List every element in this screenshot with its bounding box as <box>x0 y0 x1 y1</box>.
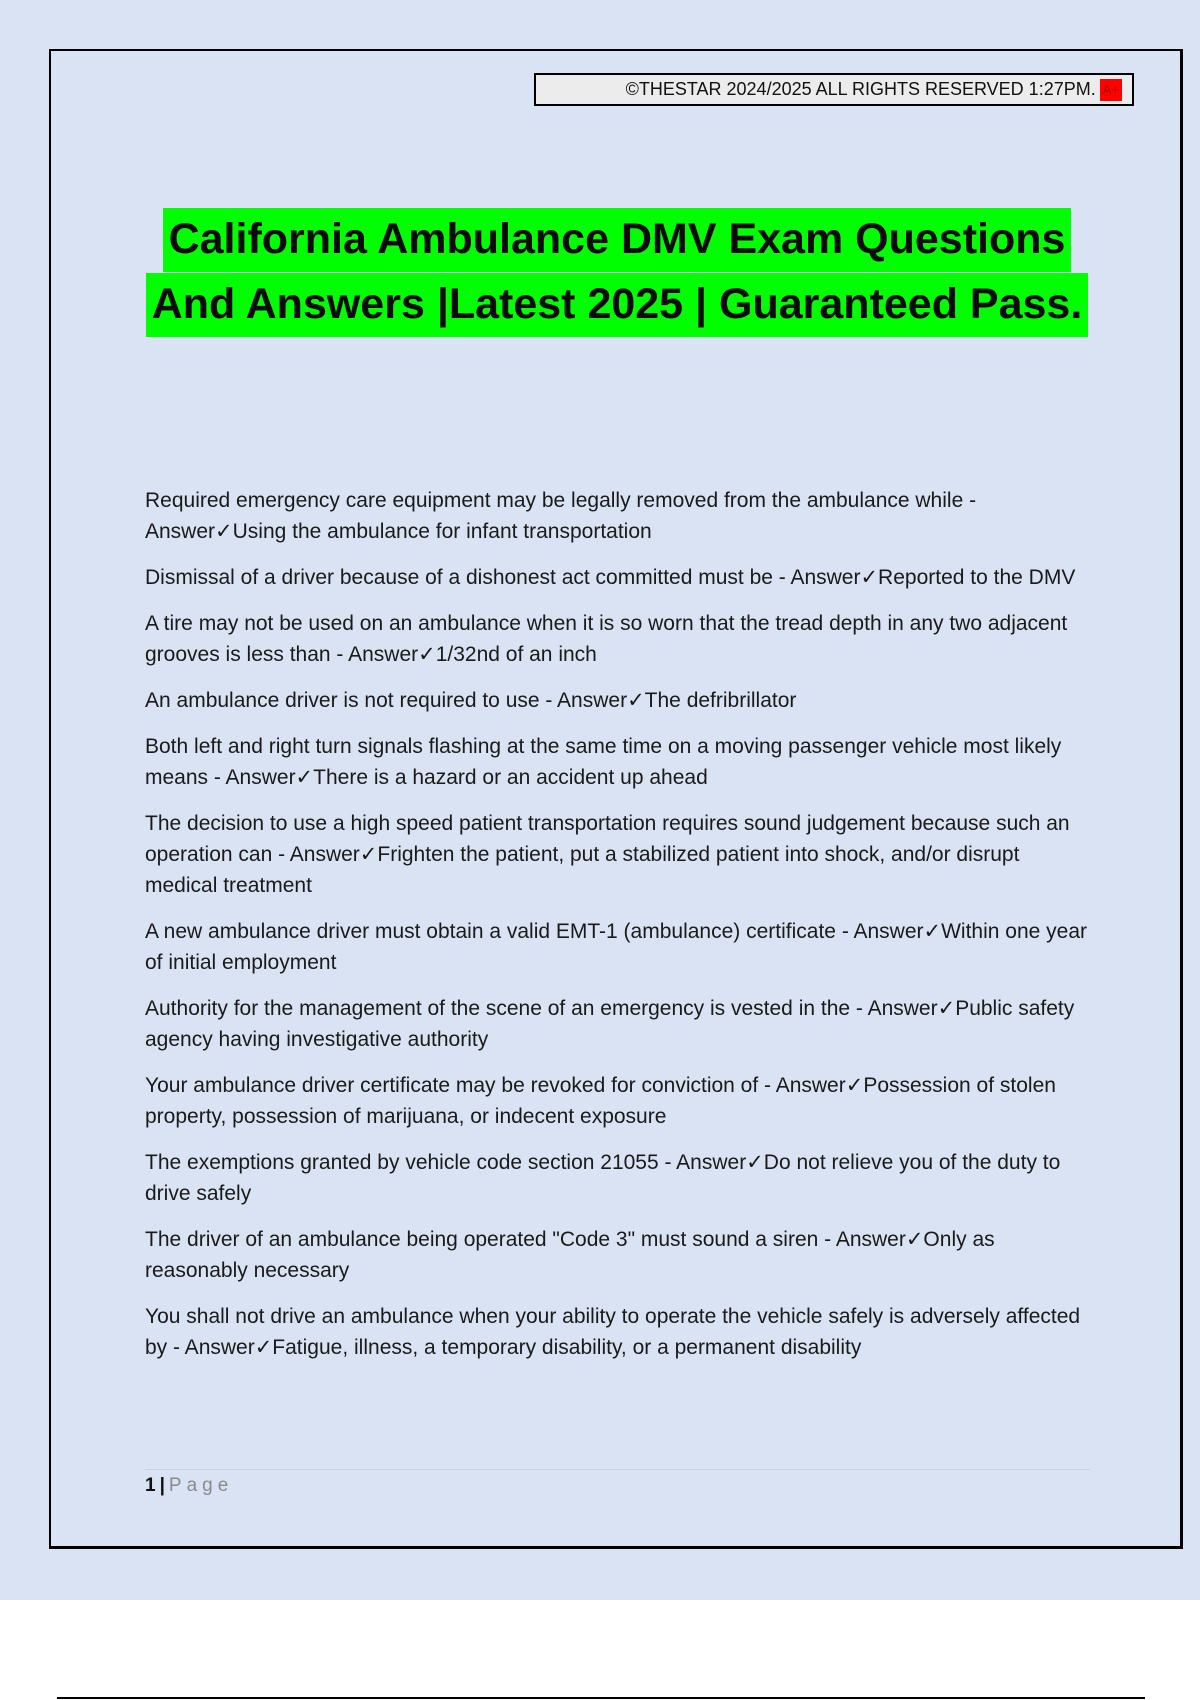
qa-item: The exemptions granted by vehicle code section 21055 - Answer✓Do not relieve you of the duty to drive safely <box>145 1151 1061 1205</box>
page-number-value: 1 <box>145 1475 156 1496</box>
grade-badge: A+ <box>1100 79 1122 101</box>
title-line-2: And Answers |Latest 2025 | Guaranteed Pass. <box>146 273 1089 337</box>
qa-list <box>145 485 1090 1378</box>
qa-item: A new ambulance driver must obtain a valid EMT-1 (ambulance) certificate - Answer✓Within one year of initial employment <box>145 920 1088 974</box>
document-title <box>0 208 1200 338</box>
qa-item: Your ambulance driver certificate may be revoked for conviction of - Answer✓Possession of stolen property, possession of marijuana, or indecent exposure <box>145 1074 1056 1128</box>
footer-divider <box>145 1469 1090 1470</box>
page-word: Page <box>168 1475 234 1496</box>
qa-item: A tire may not be used on an ambulance when it is so worn that the tread depth in any two adjacent grooves is less than - Answer✓1/32nd of an inch <box>145 612 1068 666</box>
qa-item: The decision to use a high speed patient transportation requires sound judgement because such an operation can - Answer✓Frighten the patient, put a stabilized patient into shock, and/or disrupt medical treatment <box>145 812 1070 897</box>
qa-item: Dismissal of a driver because of a dishonest act committed must be - Answer✓Reported to the DMV <box>145 566 1076 589</box>
qa-item: The driver of an ambulance being operated "Code 3" must sound a siren - Answer✓Only as reasonably necessary <box>145 1228 995 1282</box>
page-number-separator: | <box>159 1475 165 1496</box>
qa-item: Required emergency care equipment may be legally removed from the ambulance while - Answer✓Using the ambulance for infant transportation <box>145 489 977 543</box>
copyright-header <box>534 73 1134 106</box>
qa-item: You shall not drive an ambulance when your ability to operate the vehicle safely is adversely affected by - Answer✓Fatigue, illness, a temporary disability, or a permanent disability <box>145 1305 1081 1359</box>
title-line-1: California Ambulance DMV Exam Questions <box>163 208 1072 272</box>
copyright-text: ©THESTAR 2024/2025 ALL RIGHTS RESERVED 1:27PM. <box>625 79 1096 99</box>
qa-item: An ambulance driver is not required to use - Answer✓The defribrillator <box>145 689 797 712</box>
qa-item: Authority for the management of the scene of an emergency is vested in the - Answer✓Public safety agency having investigative authority <box>145 997 1075 1051</box>
qa-item: Both left and right turn signals flashing at the same time on a moving passenger vehicle most likely means - Answer✓There is a hazard or an accident up ahead <box>145 735 1062 789</box>
bottom-divider <box>57 1697 1145 1699</box>
page-number <box>145 1475 233 1497</box>
